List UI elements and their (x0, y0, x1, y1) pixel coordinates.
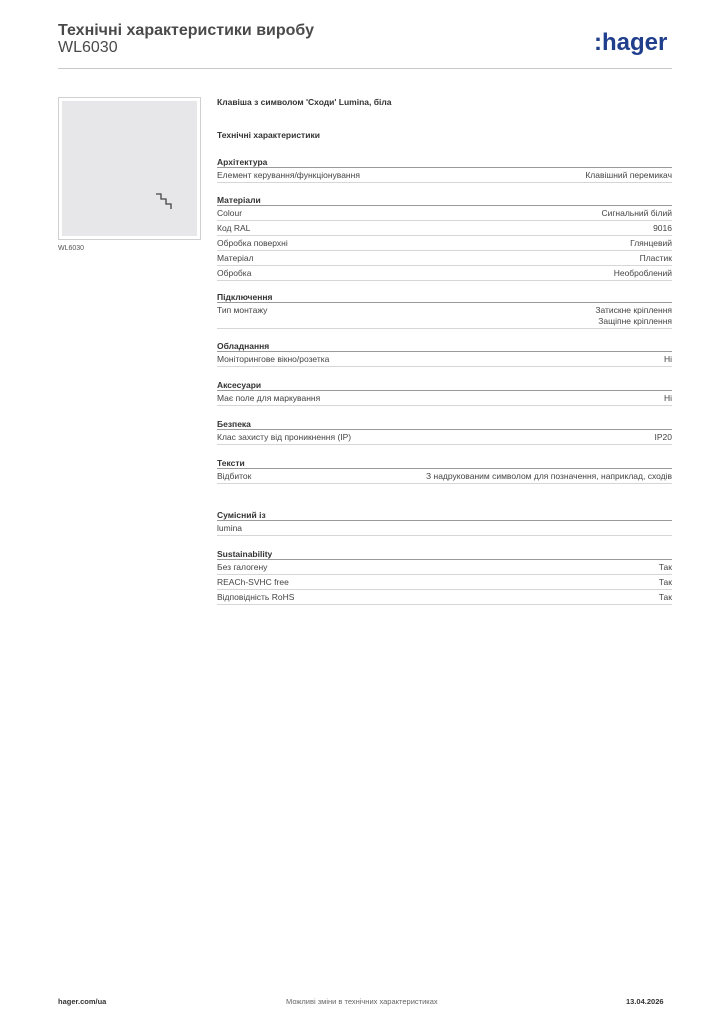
section-texts (217, 457, 672, 484)
spec-row (217, 236, 672, 251)
spec-row (217, 266, 672, 281)
spec-value: Так (658, 562, 672, 572)
spec-value: IP20 (654, 432, 672, 442)
spec-label: Відповідність RoHS (217, 592, 295, 602)
spec-value: Так (658, 592, 672, 602)
spec-label: Обробка (217, 268, 252, 278)
product-image (58, 97, 201, 240)
spec-label: Моніторингове вікно/розетка (217, 354, 330, 364)
spec-value: Сигнальний білий (601, 208, 672, 218)
page-title: Технічні характеристики виробу (58, 22, 314, 39)
footer-disclaimer: Можливі зміни в технічних характеристиках (286, 997, 438, 1006)
spec-row (217, 251, 672, 266)
spec-value: Клавішний перемикач (585, 170, 672, 180)
spec-row (217, 206, 672, 221)
section-architecture (217, 156, 672, 183)
spec-value-line: Защіпне кріплення (598, 316, 672, 326)
spec-row (217, 469, 672, 484)
section-safety (217, 418, 672, 445)
spec-value (595, 305, 672, 327)
section-title: Архітектура (217, 156, 672, 168)
spec-label: lumina (217, 523, 243, 533)
footer-website: hager.com/ua (58, 997, 107, 1006)
footer-date: 13.04.2026 (626, 997, 664, 1006)
specs-heading: Технічні характеристики (217, 130, 320, 140)
spec-label: Обробка поверхні (217, 238, 288, 248)
spec-value: Пластик (639, 253, 672, 263)
section-title: Матеріали (217, 194, 672, 206)
spec-row (217, 590, 672, 605)
spec-row (217, 221, 672, 236)
section-connection (217, 291, 672, 329)
spec-label: Відбиток (217, 471, 252, 481)
section-title: Сумісний із (217, 509, 672, 521)
product-code: WL6030 (58, 39, 118, 56)
spec-row (217, 168, 672, 183)
section-materials (217, 194, 672, 281)
spec-label: Матеріал (217, 253, 254, 263)
spec-row (217, 560, 672, 575)
spec-row (217, 303, 672, 329)
spec-label: Без галогену (217, 562, 268, 572)
spec-label: Елемент керування/функціонування (217, 170, 360, 180)
hager-logo (594, 29, 676, 57)
section-title: Безпека (217, 418, 672, 430)
spec-label: Клас захисту від проникнення (IP) (217, 432, 352, 442)
section-title: Sustainability (217, 548, 672, 560)
header-divider (58, 68, 672, 69)
spec-row (217, 430, 672, 445)
section-accessories (217, 379, 672, 406)
spec-label: Код RAL (217, 223, 251, 233)
section-title: Обладнання (217, 340, 672, 352)
spec-row (217, 352, 672, 367)
spec-value: З надрукованим символом для позначення, наприклад, сходів (426, 471, 672, 481)
section-compatible-with (217, 509, 672, 536)
spec-row (217, 521, 672, 536)
product-name: Клавіша з символом 'Сходи' Lumina, біла (217, 97, 392, 107)
spec-value: Ні (663, 354, 672, 364)
spec-value: Так (658, 577, 672, 587)
section-title: Аксесуари (217, 379, 672, 391)
section-equipment (217, 340, 672, 367)
spec-value: Глянцевий (630, 238, 672, 248)
spec-row (217, 575, 672, 590)
spec-value-line: Затискне кріплення (595, 305, 672, 315)
image-caption: WL6030 (58, 245, 85, 252)
spec-value: 9016 (653, 223, 672, 233)
section-sustainability (217, 548, 672, 605)
spec-label: REACh-SVHC free (217, 577, 289, 587)
spec-label: Має поле для маркування (217, 393, 321, 403)
section-title: Підключення (217, 291, 672, 303)
spec-label: Тип монтажу (217, 305, 268, 315)
spec-row (217, 391, 672, 406)
section-title: Тексти (217, 457, 672, 469)
spec-value: Необроблений (613, 268, 672, 278)
spec-value: Ні (663, 393, 672, 403)
stairs-symbol-icon (155, 190, 175, 210)
spec-label: Colour (217, 208, 243, 218)
svg-text::hager: :hager (594, 29, 668, 56)
